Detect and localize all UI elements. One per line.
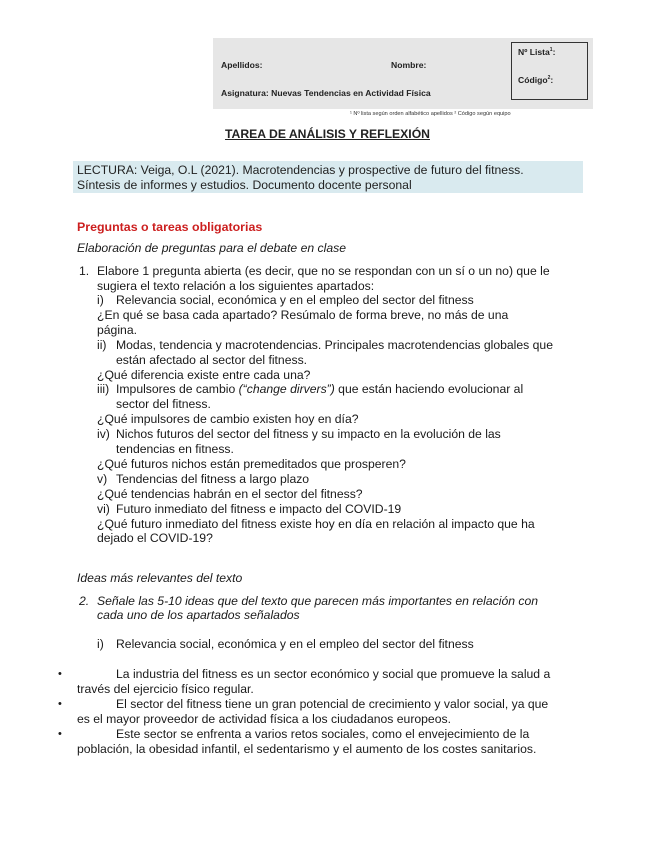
- item-text: ¿Qué futuros nichos están premeditados que prosperen?: [97, 456, 406, 471]
- item-number: iv): [97, 427, 110, 442]
- question-1-number: 1.: [79, 264, 90, 278]
- item-line: [116, 502, 401, 517]
- item-line: [97, 517, 535, 532]
- item-line: [97, 457, 406, 472]
- item-line: [97, 323, 137, 338]
- item-text: ¿Qué impulsores de cambio existen hoy en día?: [97, 412, 359, 427]
- item-text: Nichos futuros del sector del fitness y su impacto en la evolución de las: [116, 427, 501, 442]
- question-1-line-2: sugiera el texto relación a los siguientes apartados:: [97, 279, 375, 293]
- bullet-icon: •: [58, 668, 62, 680]
- item-text: página.: [97, 322, 137, 337]
- lectura-line-2: Síntesis de informes y estudios. Documento docente personal: [77, 178, 412, 192]
- question-2-line-1: Señale las 5-10 ideas que del texto que parecen más importantes en relación con: [97, 594, 539, 608]
- bullet-icon: •: [58, 728, 62, 740]
- question-2-item-text: Relevancia social, económica y en el empleo del sector del fitness: [116, 637, 474, 651]
- lectura-line-1: LECTURA: Veiga, O.L (2021). Macrotendencias y prospective de futuro del fitness.: [77, 163, 524, 177]
- item-line: [116, 427, 501, 442]
- question-2-number: 2.: [79, 594, 90, 608]
- item-text: ¿En qué se basa cada apartado? Resúmalo de forma breve, no más de una: [97, 307, 509, 322]
- bullet-line-1: La industria del fitness es un sector económico y social que promueve la salud a: [116, 667, 551, 681]
- item-text: Tendencias del fitness a largo plazo: [116, 471, 310, 486]
- item-text: Impulsores de cambio: [116, 382, 239, 397]
- item-number: vi): [97, 501, 110, 516]
- question-2-line-2: cada uno de los apartados señalados: [97, 608, 300, 622]
- nombre-label: Nombre:: [391, 60, 427, 70]
- page-title: TAREA DE ANÁLISIS Y REFLEXIÓN: [225, 127, 430, 141]
- bullet-line-2: es el mayor proveedor de actividad física a los ciudadanos europeos.: [77, 712, 451, 726]
- bullet-line-2: población, la obesidad infantil, el sedentarismo y el aumento de los costes sanitarios.: [77, 742, 537, 756]
- item-rest-text: que están haciendo evolucionar al: [334, 382, 524, 397]
- item-text: tendencias en fitness.: [116, 442, 234, 456]
- item-line: [97, 487, 363, 502]
- item-line: [97, 308, 508, 323]
- section-subheading: Elaboración de preguntas para el debate en clase: [77, 241, 346, 255]
- item-line: [116, 382, 523, 397]
- item-line: [97, 368, 310, 383]
- codigo-label: Código$^2$:: [518, 75, 554, 85]
- item-number: i): [97, 293, 104, 307]
- item-line: [116, 338, 553, 353]
- item-text: están afectado al sector del fitness.: [116, 352, 308, 367]
- lista-label: Nº Lista$^1$:: [518, 47, 556, 57]
- item-number: v): [97, 471, 108, 486]
- item-line: [97, 531, 213, 546]
- bullet-line-1: Este sector se enfrenta a varios retos sociales, como el envejecimiento de la: [116, 727, 530, 741]
- item-text: ¿Qué tendencias habrán en el sector del fitness?: [97, 486, 363, 501]
- item-number: ii): [97, 337, 107, 352]
- item-number: iii): [97, 382, 110, 397]
- lectura-box: [73, 161, 583, 193]
- bullet-line-2: través del ejercicio físico regular.: [77, 682, 254, 696]
- item-text: ¿Qué futuro inmediato del fitness existe hoy en día en relación al impacto que ha: [97, 516, 535, 531]
- item-italic-text: (“change dirvers”): [238, 382, 335, 397]
- asignatura-label: Asignatura: Nuevas Tendencias en Actividad Física: [221, 88, 431, 98]
- item-line: [97, 412, 359, 427]
- apellidos-label: Apellidos:: [221, 60, 263, 70]
- question-1-line-1: Elabore 1 pregunta abierta (es decir, que no se respondan con un sí o un no) que le: [97, 264, 550, 278]
- section-2-subheading: Ideas más relevantes del texto: [77, 571, 243, 585]
- item-line: [116, 293, 474, 308]
- item-text: dejado el COVID-19?: [97, 531, 213, 546]
- header-footnote: ¹ Nº lista según orden alfabético apellidos ² Código según equipo: [350, 111, 511, 117]
- lista-codigo-box: [511, 42, 588, 100]
- question-2-item-number: i): [97, 637, 104, 651]
- item-text: Modas, tendencia y macrotendencias. Principales macrotendencias globales que: [116, 337, 553, 352]
- item-line: [116, 353, 307, 368]
- item-text: ¿Qué diferencia existe entre cada una?: [97, 367, 311, 382]
- student-header: [213, 38, 593, 109]
- item-text: sector del fitness.: [116, 397, 211, 412]
- section-heading: Preguntas o tareas obligatorias: [77, 220, 263, 234]
- item-line: [116, 472, 309, 487]
- bullet-line-1: El sector del fitness tiene un gran potencial de crecimiento y valor social, ya que: [116, 697, 549, 711]
- item-text: Relevancia social, económica y en el empleo del sector del fitness: [116, 293, 474, 307]
- item-line: [116, 442, 234, 457]
- item-text: Futuro inmediato del fitness e impacto del COVID-19: [116, 501, 402, 516]
- item-line: [116, 397, 211, 412]
- bullet-icon: •: [58, 698, 62, 710]
